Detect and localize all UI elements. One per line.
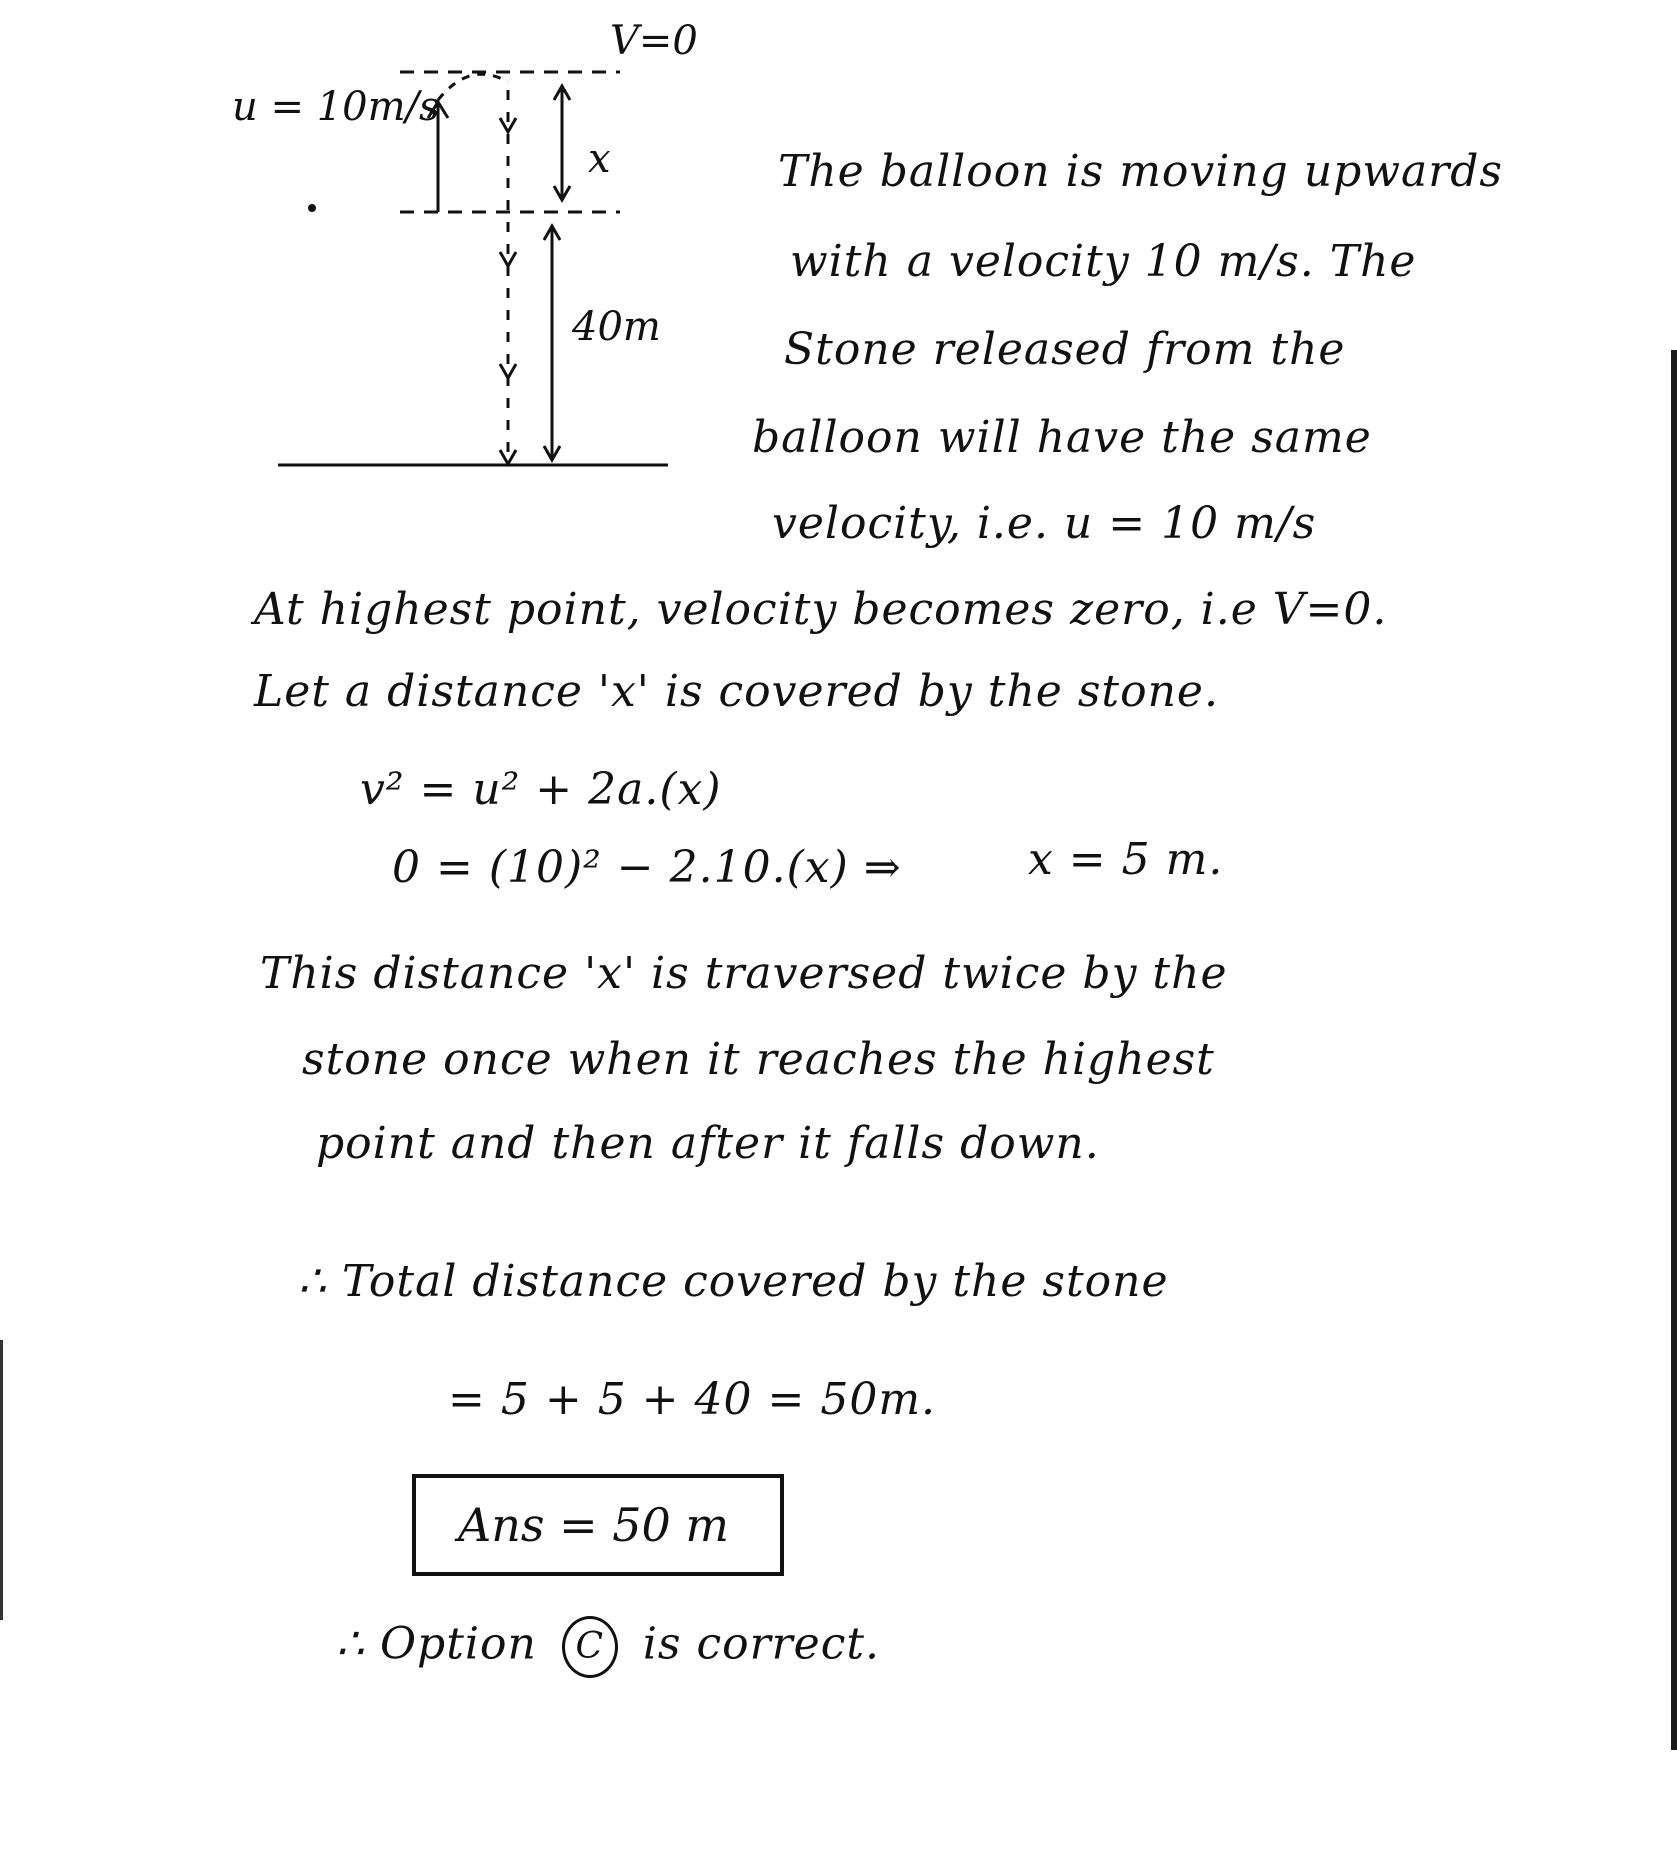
- equation-line: 0 = (10)² − 2.10.(x) ⇒: [392, 842, 902, 893]
- option-line: [336, 1616, 880, 1678]
- equation-line: v² = u² + 2a.(x): [360, 764, 722, 815]
- option-circle: C: [562, 1616, 618, 1678]
- motion-diagram: [0, 0, 700, 480]
- height-label: 40m: [572, 304, 661, 350]
- explanation-line: The balloon is moving upwards: [778, 146, 1504, 197]
- traverse-line: point and then after it falls down.: [316, 1118, 1100, 1169]
- fall-arrow-3: [500, 364, 516, 378]
- option-prefix: ∴ Option: [336, 1618, 537, 1670]
- scan-edge-left: [0, 1340, 3, 1620]
- option-suffix: is correct.: [642, 1618, 880, 1670]
- answer-box: [412, 1474, 784, 1576]
- v-label: V=0: [610, 18, 698, 64]
- scan-edge-right: [1671, 350, 1677, 1750]
- turn-path: [438, 74, 508, 100]
- body-line: Let a distance 'x' is covered by the stone.: [254, 666, 1219, 717]
- fall-arrow-4: [500, 450, 516, 464]
- sum-line: = 5 + 5 + 40 = 50m.: [448, 1374, 937, 1425]
- body-line: At highest point, velocity becomes zero, i.e V=0.: [254, 584, 1388, 635]
- traverse-line: This distance 'x' is traversed twice by the: [260, 948, 1228, 999]
- answer-text: Ans = 50 m: [458, 1498, 730, 1552]
- u-label: u = 10m/s: [232, 84, 440, 130]
- explanation-line: velocity, i.e. u = 10 m/s: [772, 498, 1317, 549]
- explanation-line: balloon will have the same: [752, 412, 1372, 463]
- fall-arrow-2: [500, 252, 516, 266]
- total-line: ∴ Total distance covered by the stone: [298, 1256, 1169, 1307]
- explanation-line: Stone released from the: [784, 324, 1346, 375]
- explanation-line: with a velocity 10 m/s. The: [790, 236, 1417, 287]
- x-label: x: [588, 136, 611, 182]
- equation-result: x = 5 m.: [1028, 834, 1224, 885]
- traverse-line: stone once when it reaches the highest: [302, 1034, 1215, 1085]
